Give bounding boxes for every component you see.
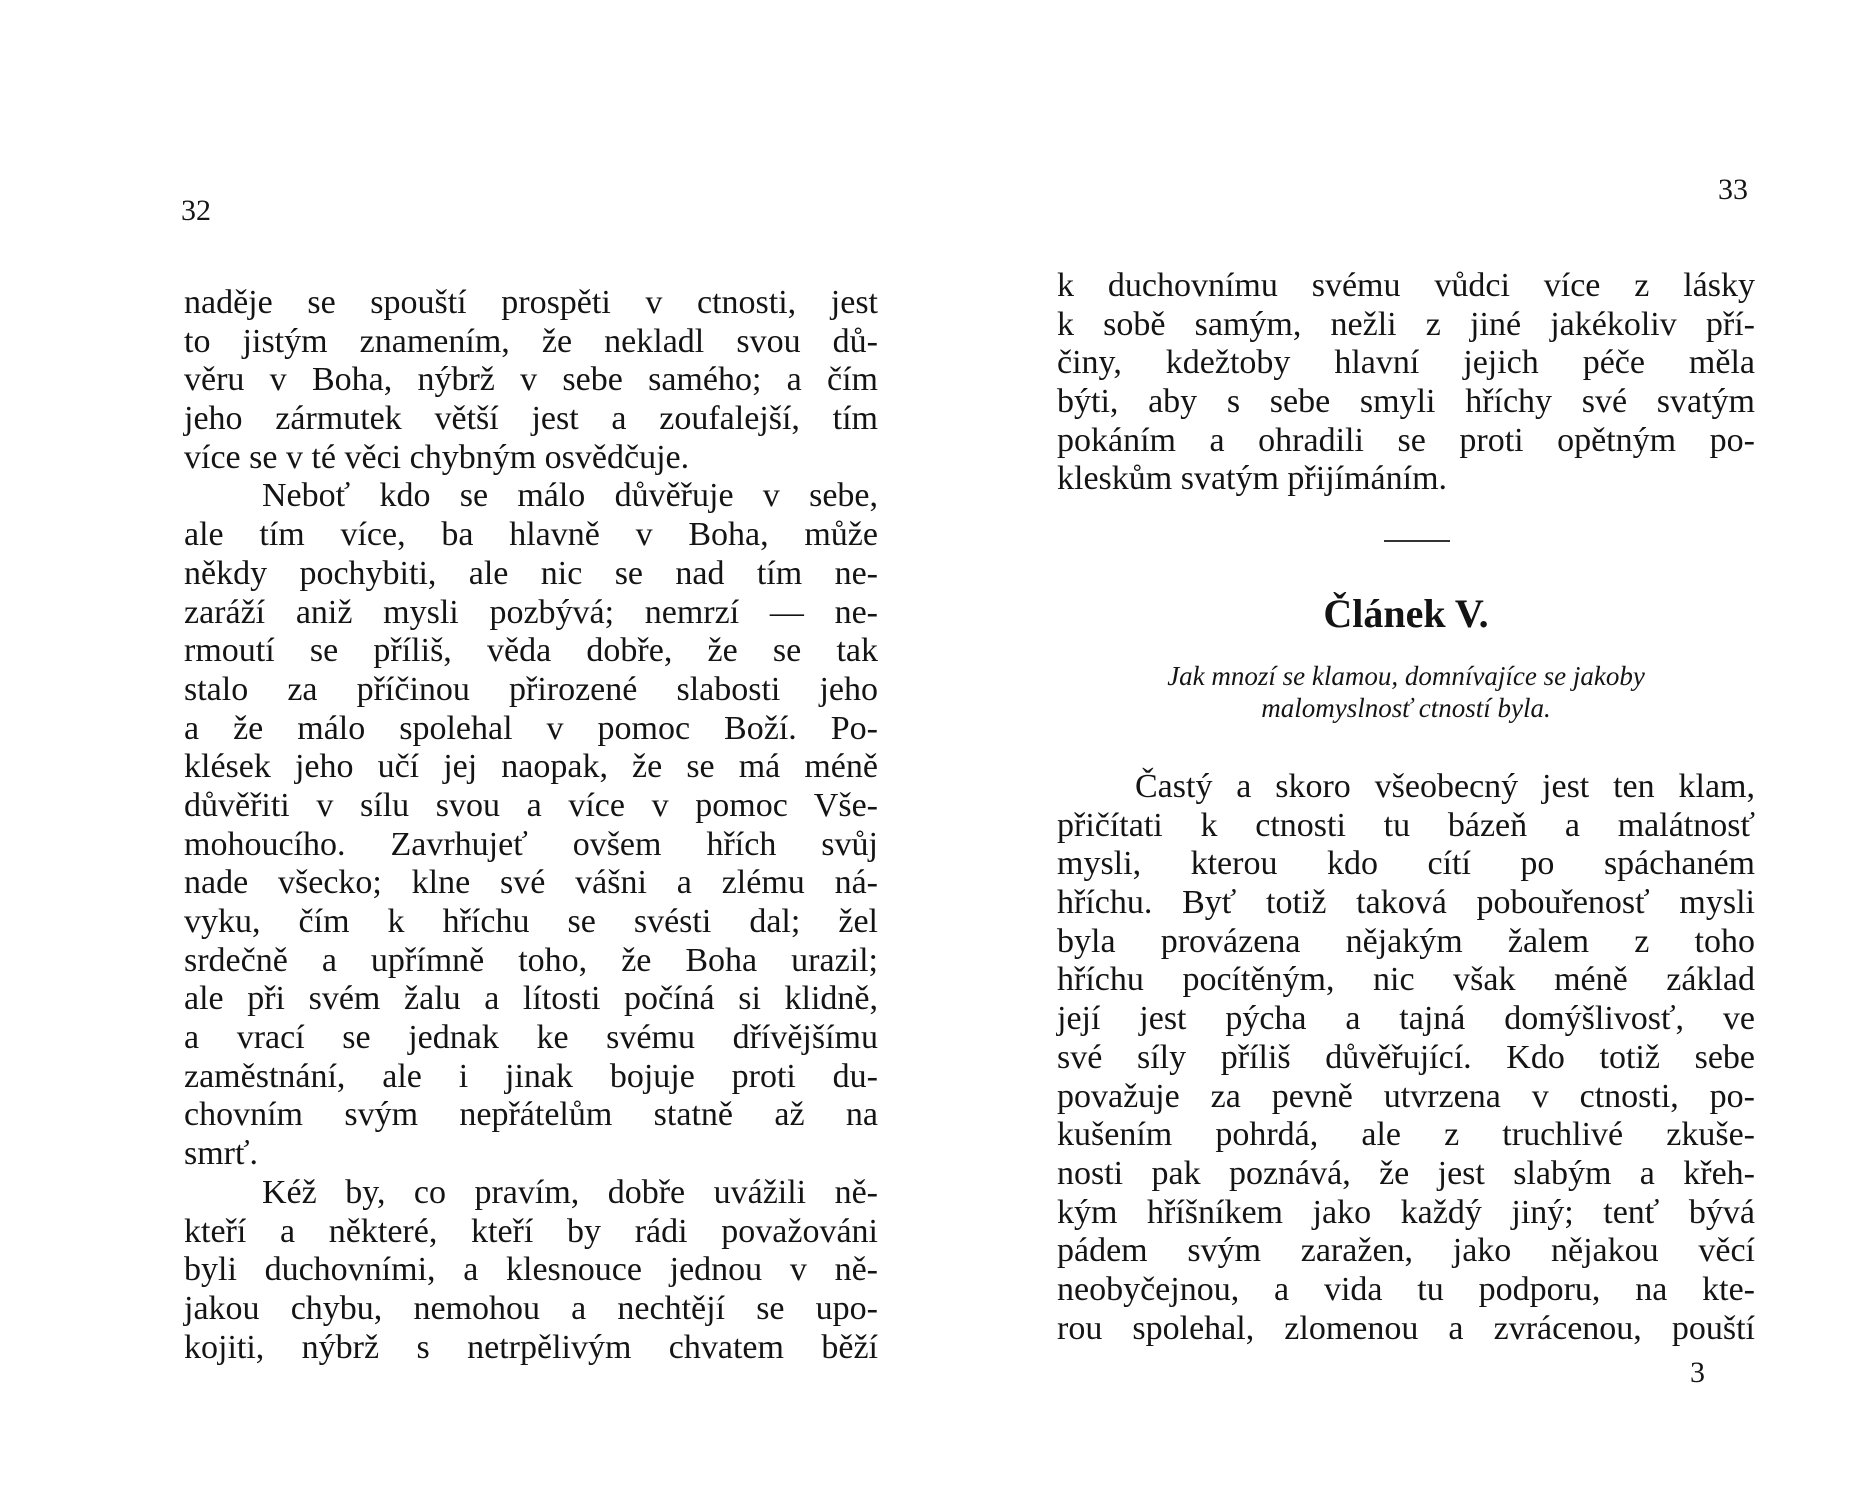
chapter-heading: Článek V. bbox=[1323, 591, 1489, 636]
text-line: činy, kdežtoby hlavní jejich péče měla bbox=[1057, 344, 1755, 382]
subtitle-line: Jak mnozí se klamou, domnívajíce se jakoby bbox=[1167, 661, 1645, 691]
text-line: byla provázena nějakým žalem z toho bbox=[1057, 922, 1755, 960]
text-line: jakou chybu, nemohou a nechtějí se upo- bbox=[184, 1289, 878, 1327]
text-line: kleskům svatým přijímáním. bbox=[1057, 460, 1448, 498]
text-line: mysli, kterou kdo cítí po spáchaném bbox=[1057, 845, 1755, 883]
text-line: hříchu. Byť totiž taková pobouřenosť mysli bbox=[1057, 884, 1755, 922]
text-line: a vrací se jednak ke svému dřívějšímu bbox=[184, 1019, 878, 1057]
text-line: Neboť kdo se málo důvěřuje v sebe, bbox=[262, 477, 878, 515]
text-line: pokáním a ohradili se proti opětným po- bbox=[1057, 421, 1755, 459]
text-line: nosti pak poznává, že jest slabým a křeh- bbox=[1057, 1154, 1755, 1192]
text-line: zaráží aniž mysli pozbývá; nemrzí — ne- bbox=[184, 593, 878, 631]
text-line: srdečně a upřímně toho, že Boha urazil; bbox=[184, 941, 878, 979]
text-line: hříchu pocítěným, nic však méně základ bbox=[1057, 961, 1755, 999]
chapter-subtitle bbox=[1070, 660, 1742, 724]
right-top-text-column bbox=[1057, 267, 1755, 499]
paragraph bbox=[184, 477, 878, 1173]
subtitle-line: malomyslnosť ctností byla. bbox=[1261, 693, 1551, 723]
text-line: smrť. bbox=[184, 1135, 259, 1173]
text-line: k duchovnímu svému vůdci více z lásky bbox=[1057, 267, 1755, 304]
text-line: a že málo spolehal v pomoc Boží. Po- bbox=[184, 709, 878, 747]
text-line: klések jeho učí jej naopak, že se má méně bbox=[184, 748, 878, 786]
text-line: kojiti, nýbrž s netrpělivým chvatem běží bbox=[184, 1328, 878, 1366]
text-line: mohoucího. Zavrhujeť ovšem hřích svůj bbox=[184, 825, 878, 863]
text-line: přičítati k ctnosti tu bázeň a malátnosť bbox=[1057, 806, 1755, 844]
text-line: Častý a skoro všeobecný jest ten klam, bbox=[1135, 768, 1755, 805]
paragraph bbox=[1057, 267, 1755, 499]
text-line: rmoutí se příliš, věda dobře, že se tak bbox=[184, 632, 878, 670]
right-body-text-column bbox=[1057, 768, 1755, 1348]
text-line: ale při svém žalu a lítosti počíná si klidně, bbox=[184, 980, 878, 1018]
text-line: k sobě samým, nežli z jiné jakékoliv pří- bbox=[1057, 305, 1755, 343]
text-line: neobyčejnou, a vida tu podporu, na kte- bbox=[1057, 1270, 1755, 1308]
text-line: důvěřiti v sílu svou a více v pomoc Vše- bbox=[184, 786, 878, 824]
text-line: věru v Boha, nýbrž v sebe samého; a čím bbox=[184, 361, 878, 399]
text-line: jeho zármutek větší jest a zoufalejší, tím bbox=[184, 400, 878, 438]
text-line: někdy pochybiti, ale nic se nad tím ne- bbox=[184, 554, 878, 592]
section-divider bbox=[1384, 540, 1450, 542]
text-line: své síly příliš důvěřující. Kdo totiž sebe bbox=[1057, 1038, 1755, 1076]
paragraph bbox=[184, 1174, 878, 1367]
paragraph bbox=[184, 284, 878, 477]
text-line: byli duchovními, a klesnouce jednou v ně- bbox=[184, 1251, 878, 1289]
text-line: chovním svým nepřátelům statně až na bbox=[184, 1096, 878, 1134]
left-text-column bbox=[184, 284, 878, 1367]
text-line: naděje se spouští prospěti v ctnosti, jest bbox=[184, 284, 878, 321]
text-line: stalo za příčinou přirozené slabosti jeho bbox=[184, 670, 878, 708]
text-line: nade všecko; klne své vášni a zlému ná- bbox=[184, 864, 878, 902]
text-line: zaměstnání, ale i jinak bojuje proti du- bbox=[184, 1057, 878, 1095]
text-line: rou spolehal, zlomenou a zvrácenou, pouští bbox=[1057, 1309, 1755, 1347]
text-line: kým hříšníkem jako každý jiný; tenť bývá bbox=[1057, 1193, 1755, 1231]
text-line: vyku, čím k hříchu se svésti dal; žel bbox=[184, 903, 878, 940]
paragraph bbox=[1057, 768, 1755, 1348]
text-line: více se v té věci chybným osvědčuje. bbox=[184, 438, 690, 476]
text-line: kteří a některé, kteří by rádi považováni bbox=[184, 1212, 878, 1250]
text-line: kušením pohrdá, ale z truchlivé zkuše- bbox=[1057, 1116, 1755, 1154]
text-line: její jest pýcha a tajná domýšlivosť, ve bbox=[1057, 1000, 1755, 1038]
signature-mark: 3 bbox=[1690, 1356, 1705, 1389]
page-number-left: 32 bbox=[181, 194, 211, 227]
text-line: Kéž by, co pravím, dobře uvážili ně- bbox=[262, 1173, 878, 1211]
text-line: to jistým znamením, že nekladl svou dů- bbox=[184, 322, 878, 360]
text-line: ale tím více, ba hlavně v Boha, může bbox=[184, 516, 878, 554]
text-line: pádem svým zaražen, jako nějakou věcí bbox=[1057, 1232, 1755, 1270]
text-line: býti, aby s sebe smyli hříchy své svatým bbox=[1057, 383, 1755, 421]
text-line: považuje za pevně utvrzena v ctnosti, po- bbox=[1057, 1077, 1755, 1115]
page-number-right: 33 bbox=[1718, 173, 1748, 206]
